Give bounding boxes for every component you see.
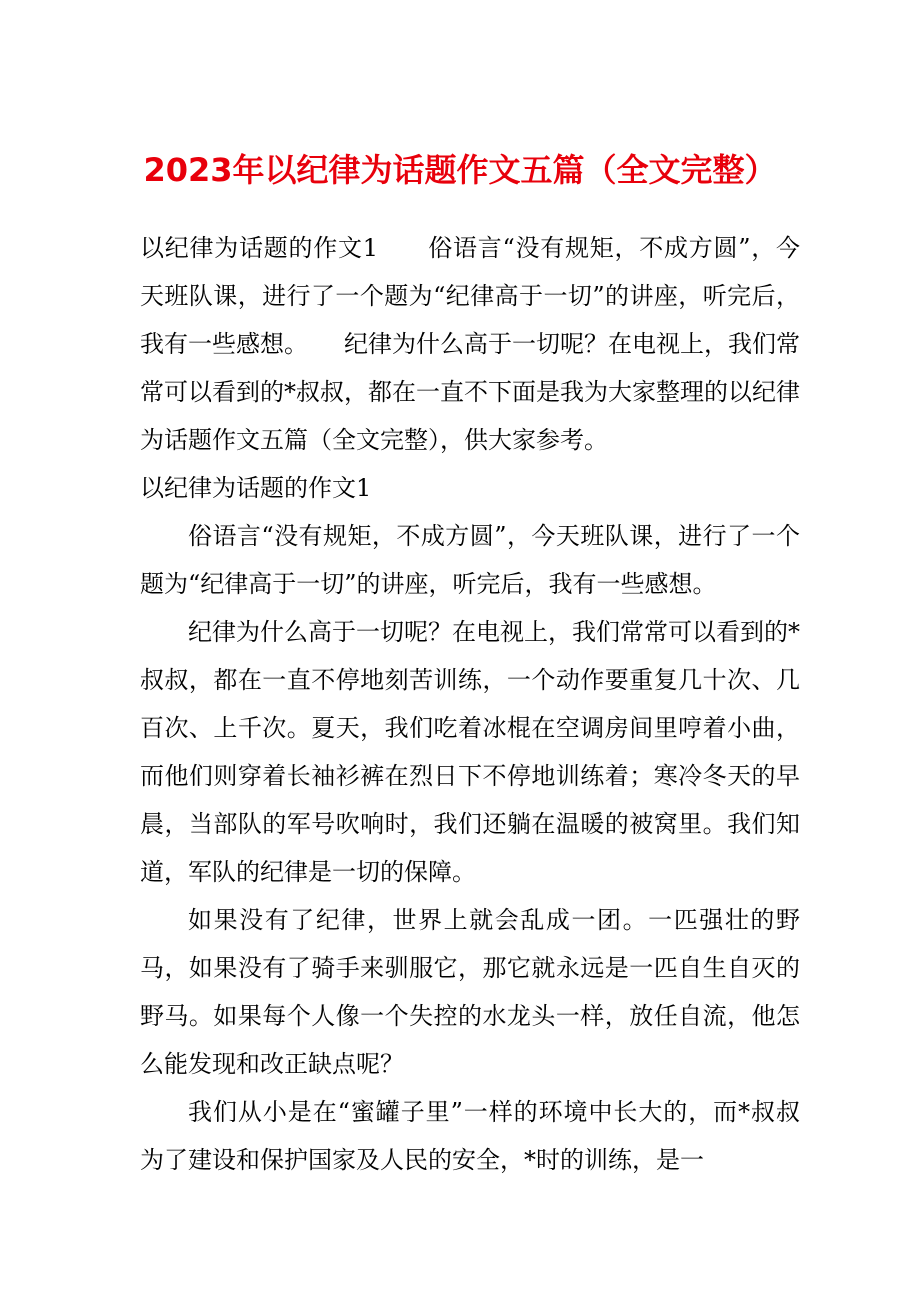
section-heading: 以纪律为话题的作文1 <box>140 474 372 502</box>
paragraph: 我们从小是在“蜜罐子里”一样的环境中长大的，而*叔叔为了建设和保护国家及人民的安全，*时的训练，是一 <box>140 1098 800 1174</box>
intro-paragraph: 以纪律为话题的作文1 俗语言“没有规矩，不成方圆”，今天班队课，进行了一个题为“纪律高于一切”的讲座，听完后，我有一些感想。 纪律为什么高于一切呢？在电视上，我们常常可以看到的*叔叔，都在一直不下面是我为大家整理的以纪律为话题作文五篇（全文完整），供大家参考。 <box>140 234 800 454</box>
paragraph: 俗语言“没有规矩，不成方圆”，今天班队课，进行了一个题为“纪律高于一切”的讲座，听完后，我有一些感想。 <box>140 522 800 598</box>
paragraph: 如果没有了纪律，世界上就会乱成一团。一匹强壮的野马，如果没有了骑手来驯服它，那它就永远是一匹自生自灭的野马。如果每个人像一个失控的水龙头一样，放任自流，他怎么能发现和改正缺点呢？ <box>140 906 800 1078</box>
document-title: 2023年以纪律为话题作文五篇（全文完整） <box>143 151 777 189</box>
document-body <box>140 224 800 1184</box>
paragraph: 纪律为什么高于一切呢？在电视上，我们常常可以看到的*叔叔，都在一直不停地刻苦训练，一个动作要重复几十次、几百次、上千次。夏天，我们吃着冰棍在空调房间里哼着小曲，而他们则穿着长袖衫裤在烈日下不停地训练着；寒冷冬天的早晨，当部队的军号吹响时，我们还躺在温暖的被窝里。我们知道，军队的纪律是一切的保障。 <box>140 618 800 886</box>
